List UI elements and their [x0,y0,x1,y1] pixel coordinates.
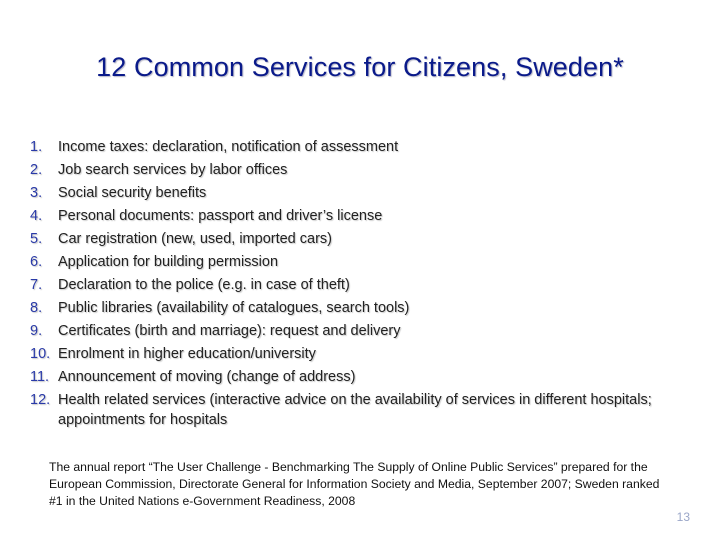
item-text: Application for building permission [58,254,279,270]
list-item [30,205,670,228]
item-text: Job search services by labor offices [58,162,288,178]
item-number: 7. [30,277,43,293]
item-number: 3. [30,185,43,201]
item-text: Public libraries (availability of catalogues, search tools) [58,300,410,316]
item-number: 8. [30,300,43,316]
list-item [30,366,670,389]
footnote: The annual report “The User Challenge - Benchmarking The Supply of Online Public Services” prepared for the European Commission, Directorate General for Information Society and Media, September 2007; Sweden ranked #1 in the United Nations e-Government Readiness, 2008 [49,460,660,508]
services-list [30,136,670,430]
list-item [30,251,670,274]
list-item [30,182,670,205]
list-item [30,136,670,159]
item-text: Enrolment in higher education/university [58,346,316,362]
item-text: Declaration to the police (e.g. in case of theft) [58,277,350,293]
item-text: Car registration (new, used, imported cars) [58,231,332,247]
item-text: Health related services (interactive advice on the availability of services in different hospitals; appointments for hospitals [58,392,652,428]
item-text: Social security benefits [58,185,207,201]
item-number: 1. [30,139,43,155]
list-item [30,297,670,320]
item-text: Personal documents: passport and driver’s license [58,208,383,224]
list-item [30,159,670,182]
page-number: 13 [676,510,690,524]
list-item [30,343,670,366]
item-number: 9. [30,323,43,339]
item-text: Certificates (birth and marriage): request and delivery [58,323,401,339]
item-text: Income taxes: declaration, notification of assessment [58,139,399,155]
item-number: 5. [30,231,43,247]
slide-title: 12 Common Services for Citizens, Sweden* [96,52,624,82]
item-number: 10. [30,346,51,362]
item-number: 11. [30,369,50,385]
item-number: 4. [30,208,43,224]
item-text: Announcement of moving (change of address) [58,369,356,385]
list-item [30,320,670,343]
item-number: 6. [30,254,43,270]
item-number: 12. [30,392,51,408]
list-item [30,228,670,251]
list-item [30,274,670,297]
list-item [30,389,670,430]
item-number: 2. [30,162,43,178]
